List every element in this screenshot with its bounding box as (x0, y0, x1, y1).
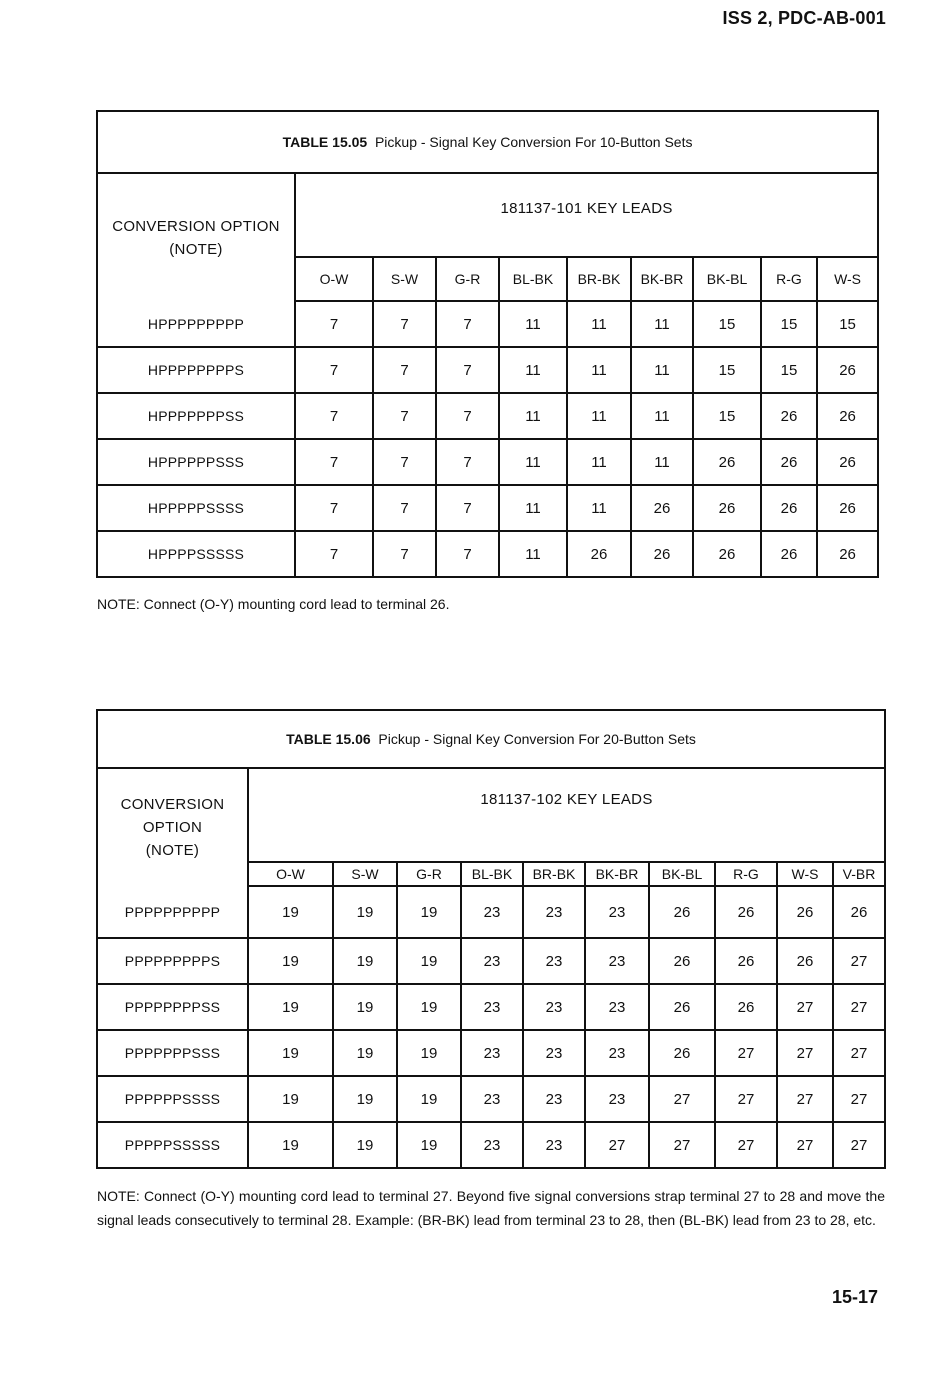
terminal-value-cell: 23 (585, 938, 649, 984)
terminal-value-cell: 11 (499, 347, 567, 393)
terminal-value-cell: 15 (693, 347, 761, 393)
terminal-value-cell: 7 (295, 301, 373, 347)
terminal-value-cell: 23 (523, 1122, 585, 1168)
column-header: BR-BK (567, 257, 631, 301)
terminal-value-cell: 7 (295, 393, 373, 439)
table-title-text: Pickup - Signal Key Conversion For 10-Button Sets (374, 134, 693, 150)
terminal-value-cell: 7 (373, 393, 436, 439)
terminal-value-cell: 26 (817, 347, 878, 393)
terminal-value-cell: 11 (631, 393, 693, 439)
terminal-value-cell: 26 (649, 1030, 715, 1076)
conversion-label: CONVERSION (120, 796, 225, 813)
document-id: ISS 2, PDC-AB-001 (722, 8, 886, 28)
terminal-value-cell: 19 (333, 1076, 397, 1122)
terminal-value-cell: 23 (523, 984, 585, 1030)
terminal-value-cell: 11 (567, 439, 631, 485)
terminal-value-cell: 19 (397, 886, 461, 938)
terminal-value-cell: 19 (333, 1122, 397, 1168)
terminal-value-cell: 7 (295, 485, 373, 531)
table-number: TABLE 15.06 (286, 731, 371, 747)
terminal-value-cell: 15 (817, 301, 878, 347)
table-row (97, 1030, 885, 1076)
terminal-value-cell: 23 (585, 1076, 649, 1122)
terminal-value-cell: 27 (715, 1076, 777, 1122)
conversion-option-note: (NOTE) (145, 842, 200, 859)
conversion-option-cell: PPPPPPPPSS (97, 984, 248, 1030)
terminal-value-cell: 26 (649, 938, 715, 984)
terminal-value-cell: 11 (567, 485, 631, 531)
terminal-value-cell: 7 (373, 347, 436, 393)
column-header: W-S (777, 862, 833, 886)
table-15-05-note: NOTE: Connect (O-Y) mounting cord lead to terminal 26. (97, 596, 450, 612)
terminal-value-cell: 19 (333, 1030, 397, 1076)
terminal-value-cell: 23 (523, 938, 585, 984)
table-row (97, 1076, 885, 1122)
terminal-value-cell: 27 (833, 1122, 885, 1168)
terminal-value-cell: 7 (373, 485, 436, 531)
terminal-value-cell: 15 (761, 301, 817, 347)
terminal-value-cell: 7 (295, 439, 373, 485)
column-header: O-W (248, 862, 333, 886)
terminal-value-cell: 27 (833, 1030, 885, 1076)
column-header: BL-BK (499, 257, 567, 301)
conversion-option-header (97, 173, 295, 301)
column-header: W-S (817, 257, 878, 301)
conversion-option-cell: PPPPPPPPPP (97, 886, 248, 938)
terminal-value-cell: 26 (761, 485, 817, 531)
terminal-value-cell: 11 (499, 531, 567, 577)
column-header: S-W (373, 257, 436, 301)
terminal-value-cell: 26 (777, 938, 833, 984)
terminal-value-cell: 19 (248, 1122, 333, 1168)
terminal-value-cell: 27 (777, 984, 833, 1030)
conversion-option-label: CONVERSION OPTION (112, 217, 280, 235)
table-15-05 (96, 110, 877, 578)
table-row (97, 485, 878, 531)
terminal-value-cell: 7 (436, 301, 499, 347)
terminal-value-cell: 26 (761, 393, 817, 439)
terminal-value-cell: 19 (397, 1030, 461, 1076)
column-header: G-R (436, 257, 499, 301)
terminal-value-cell: 26 (715, 886, 777, 938)
terminal-value-cell: 23 (585, 984, 649, 1030)
table-title (97, 111, 878, 173)
key-conversion-table-10-button (96, 110, 879, 578)
conversion-option-cell: PPPPPSSSSS (97, 1122, 248, 1168)
conversion-option-header (97, 768, 248, 886)
table-number: TABLE 15.05 (282, 134, 368, 150)
terminal-value-cell: 19 (397, 938, 461, 984)
terminal-value-cell: 26 (693, 531, 761, 577)
terminal-value-cell: 15 (693, 393, 761, 439)
terminal-value-cell: 26 (777, 886, 833, 938)
table-body (97, 301, 878, 577)
terminal-value-cell: 11 (631, 301, 693, 347)
terminal-value-cell: 26 (761, 531, 817, 577)
table-row (97, 347, 878, 393)
terminal-value-cell: 23 (523, 886, 585, 938)
column-header: G-R (397, 862, 461, 886)
terminal-value-cell: 11 (499, 393, 567, 439)
terminal-value-cell: 27 (777, 1122, 833, 1168)
terminal-value-cell: 26 (693, 485, 761, 531)
terminal-value-cell: 19 (397, 1122, 461, 1168)
column-header: S-W (333, 862, 397, 886)
terminal-value-cell: 26 (715, 984, 777, 1030)
terminal-value-cell: 19 (248, 984, 333, 1030)
terminal-value-cell: 26 (817, 393, 878, 439)
conversion-option-cell: PPPPPPSSSS (97, 1076, 248, 1122)
column-header: BK-BL (649, 862, 715, 886)
terminal-value-cell: 27 (715, 1030, 777, 1076)
terminal-value-cell: 23 (461, 984, 523, 1030)
terminal-value-cell: 27 (777, 1076, 833, 1122)
terminal-value-cell: 11 (567, 347, 631, 393)
terminal-value-cell: 27 (585, 1122, 649, 1168)
table-title-text: Pickup - Signal Key Conversion For 20-Button Sets (378, 731, 696, 747)
terminal-value-cell: 7 (436, 531, 499, 577)
option-label: OPTION (142, 819, 203, 836)
key-leads-header: 181137-101 KEY LEADS (295, 173, 878, 257)
terminal-value-cell: 11 (631, 347, 693, 393)
terminal-value-cell: 11 (499, 439, 567, 485)
terminal-value-cell: 23 (461, 1076, 523, 1122)
conversion-option-cell: HPPPPSSSSS (97, 531, 295, 577)
terminal-value-cell: 26 (631, 531, 693, 577)
conversion-option-cell: HPPPPPPSSS (97, 439, 295, 485)
terminal-value-cell: 19 (248, 1030, 333, 1076)
column-header: BK-BL (693, 257, 761, 301)
terminal-value-cell: 26 (761, 439, 817, 485)
terminal-value-cell: 7 (295, 347, 373, 393)
terminal-value-cell: 7 (295, 531, 373, 577)
terminal-value-cell: 19 (333, 938, 397, 984)
table-row (97, 301, 878, 347)
terminal-value-cell: 23 (523, 1076, 585, 1122)
terminal-value-cell: 23 (585, 886, 649, 938)
terminal-value-cell: 26 (649, 984, 715, 1030)
column-header: BL-BK (461, 862, 523, 886)
terminal-value-cell: 26 (817, 439, 878, 485)
terminal-value-cell: 15 (761, 347, 817, 393)
table-row (97, 886, 885, 938)
terminal-value-cell: 11 (567, 301, 631, 347)
table-row (97, 984, 885, 1030)
terminal-value-cell: 23 (461, 938, 523, 984)
terminal-value-cell: 19 (333, 886, 397, 938)
conversion-option-cell: HPPPPPSSSS (97, 485, 295, 531)
terminal-value-cell: 11 (631, 439, 693, 485)
terminal-value-cell: 11 (499, 301, 567, 347)
table-15-06 (96, 709, 884, 1169)
table-row (97, 393, 878, 439)
terminal-value-cell: 23 (461, 1030, 523, 1076)
key-leads-header: 181137-102 KEY LEADS (248, 768, 885, 862)
column-header: O-W (295, 257, 373, 301)
terminal-value-cell: 26 (693, 439, 761, 485)
terminal-value-cell: 23 (461, 1122, 523, 1168)
column-header: R-G (715, 862, 777, 886)
terminal-value-cell: 26 (631, 485, 693, 531)
terminal-value-cell: 7 (373, 439, 436, 485)
table-body (97, 886, 885, 1168)
terminal-value-cell: 19 (248, 938, 333, 984)
terminal-value-cell: 11 (567, 393, 631, 439)
table-row (97, 531, 878, 577)
terminal-value-cell: 23 (461, 886, 523, 938)
terminal-value-cell: 27 (715, 1122, 777, 1168)
page-number: 15-17 (831, 1287, 878, 1307)
terminal-value-cell: 26 (817, 531, 878, 577)
column-header: V-BR (833, 862, 885, 886)
terminal-value-cell: 23 (523, 1030, 585, 1076)
terminal-value-cell: 26 (715, 938, 777, 984)
terminal-value-cell: 27 (649, 1076, 715, 1122)
conversion-option-cell: HPPPPPPPPP (97, 301, 295, 347)
terminal-value-cell: 26 (817, 485, 878, 531)
terminal-value-cell: 27 (833, 984, 885, 1030)
terminal-value-cell: 19 (397, 984, 461, 1030)
key-conversion-table-20-button (96, 709, 886, 1169)
terminal-value-cell: 7 (436, 393, 499, 439)
conversion-option-cell: HPPPPPPPPS (97, 347, 295, 393)
column-header: BR-BK (523, 862, 585, 886)
terminal-value-cell: 7 (436, 485, 499, 531)
terminal-value-cell: 26 (649, 886, 715, 938)
table-row (97, 938, 885, 984)
column-header: BK-BR (585, 862, 649, 886)
table-row (97, 1122, 885, 1168)
table-title (97, 710, 885, 768)
terminal-value-cell: 26 (833, 886, 885, 938)
table-row (97, 439, 878, 485)
terminal-value-cell: 23 (585, 1030, 649, 1076)
terminal-value-cell: 27 (833, 938, 885, 984)
conversion-option-cell: PPPPPPPSSS (97, 1030, 248, 1076)
terminal-value-cell: 19 (248, 1076, 333, 1122)
column-header: BK-BR (631, 257, 693, 301)
conversion-option-note: (NOTE) (169, 240, 223, 258)
terminal-value-cell: 27 (777, 1030, 833, 1076)
terminal-value-cell: 27 (833, 1076, 885, 1122)
terminal-value-cell: 7 (373, 301, 436, 347)
terminal-value-cell: 7 (436, 347, 499, 393)
column-header: R-G (761, 257, 817, 301)
terminal-value-cell: 26 (567, 531, 631, 577)
conversion-option-cell: HPPPPPPPSS (97, 393, 295, 439)
table-15-06-note: NOTE: Connect (O-Y) mounting cord lead to terminal 27. Beyond five signal conversions strap terminal 27 to 28 and move the signal leads consecutively to terminal 28. Example: (BR-BK) lead from terminal 23 to 28, then (BL-BK) lead from 23 to 28, etc. (97, 1188, 885, 1228)
terminal-value-cell: 19 (333, 984, 397, 1030)
terminal-value-cell: 7 (373, 531, 436, 577)
terminal-value-cell: 27 (649, 1122, 715, 1168)
terminal-value-cell: 19 (397, 1076, 461, 1122)
terminal-value-cell: 15 (693, 301, 761, 347)
conversion-option-cell: PPPPPPPPPS (97, 938, 248, 984)
terminal-value-cell: 11 (499, 485, 567, 531)
terminal-value-cell: 19 (248, 886, 333, 938)
terminal-value-cell: 7 (436, 439, 499, 485)
